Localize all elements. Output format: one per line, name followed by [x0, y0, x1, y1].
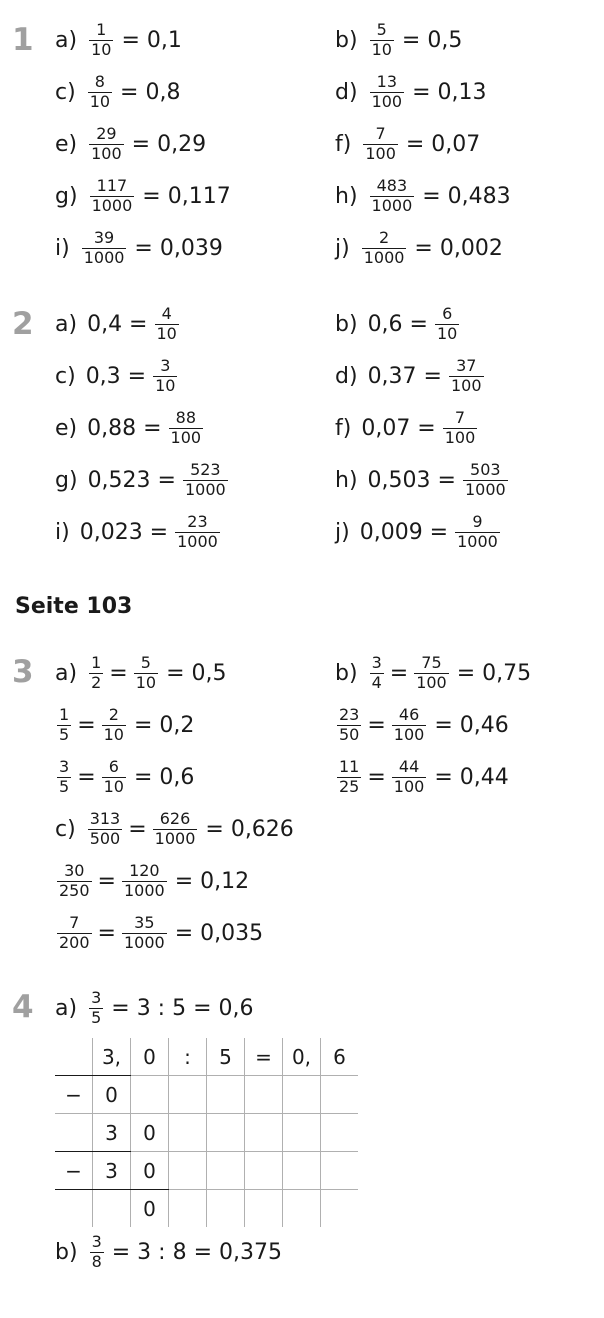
result: = 0,035 [174, 920, 264, 946]
ex2-item [335, 450, 510, 510]
numerator: 483 [376, 175, 408, 195]
denominator: 10 [91, 39, 112, 59]
numerator: 37 [456, 355, 477, 375]
fraction [89, 123, 124, 163]
denominator: 2 [91, 672, 102, 692]
ex3-a-row [55, 747, 194, 807]
item-label: i) [55, 235, 70, 261]
ex1-item [335, 62, 487, 122]
grid-cell [245, 1114, 283, 1152]
item-label: a) [55, 660, 78, 686]
grid-cell [321, 1190, 359, 1228]
denominator: 1000 [177, 531, 218, 551]
grid-cell [169, 1114, 207, 1152]
numerator: 75 [421, 652, 442, 672]
result: = 3 : 5 = 0,6 [111, 995, 254, 1021]
denominator: 1000 [123, 932, 165, 952]
ex1-item [55, 62, 180, 122]
result: = 0,6 [133, 764, 195, 790]
grid-cell: 3 [93, 1152, 131, 1190]
numerator: 117 [96, 175, 128, 195]
item-label: d) [335, 363, 358, 389]
fraction [362, 227, 407, 267]
decimal: 0,6 = [367, 311, 428, 337]
numerator: 35 [134, 912, 155, 932]
fraction [90, 1231, 104, 1271]
grid-cell: 0 [131, 1190, 169, 1228]
item-label: b) [335, 27, 358, 53]
decimal: 0,023 = [79, 519, 169, 545]
equals-sign: = [128, 816, 147, 842]
numerator: 9 [472, 511, 483, 531]
ex1-item [55, 218, 223, 278]
denominator: 10 [155, 375, 176, 395]
denominator: 5 [59, 776, 70, 796]
equals-sign: = [109, 660, 128, 686]
fraction [122, 912, 167, 952]
fraction [57, 704, 71, 744]
grid-cell [321, 1114, 359, 1152]
item-label: b) [335, 660, 358, 686]
numerator: 503 [470, 459, 501, 479]
ex4-b [55, 1222, 282, 1282]
numerator: 3 [160, 355, 171, 375]
result: = 0,46 [434, 712, 509, 738]
denominator: 100 [170, 427, 202, 447]
numerator: 8 [94, 71, 105, 91]
item-label: b) [55, 1239, 78, 1265]
grid-cell [207, 1190, 245, 1228]
ex3-c-row [55, 851, 249, 911]
result: = 0,039 [134, 235, 223, 261]
numerator: 23 [187, 511, 208, 531]
numerator: 2 [108, 704, 119, 724]
fraction [363, 123, 398, 163]
result: = 0,002 [414, 235, 503, 261]
item-label: i) [55, 519, 70, 545]
denominator: 200 [59, 932, 90, 952]
numerator: 4 [161, 303, 172, 323]
denominator: 10 [436, 323, 458, 343]
ex2-item [55, 294, 181, 354]
denominator: 1000 [457, 531, 498, 551]
numerator: 523 [190, 459, 221, 479]
fraction [169, 407, 204, 447]
denominator: 1000 [464, 479, 506, 499]
denominator: 1000 [184, 479, 226, 499]
result: = 0,44 [434, 764, 509, 790]
decimal: 0,07 = [361, 415, 436, 441]
item-label: a) [55, 995, 78, 1021]
denominator: 10 [371, 39, 392, 59]
result: = 0,29 [131, 131, 207, 157]
denominator: 50 [339, 724, 360, 744]
fraction [337, 704, 361, 744]
denominator: 250 [59, 880, 90, 900]
grid-cell [93, 1190, 131, 1228]
grid-cell [321, 1076, 359, 1114]
exercise-number-3: 3 [12, 654, 34, 690]
grid-cell: 3 [93, 1114, 131, 1152]
fraction [370, 19, 394, 59]
numerator: 3 [91, 987, 102, 1007]
fraction [455, 511, 500, 551]
denominator: 1000 [363, 247, 405, 267]
decimal: 0,523 = [87, 467, 176, 493]
item-label: c) [55, 79, 76, 105]
fraction [88, 808, 123, 848]
numerator: 88 [175, 407, 196, 427]
denominator: 1000 [123, 880, 165, 900]
denominator: 100 [393, 776, 425, 796]
fraction [337, 756, 361, 796]
ex1-item [55, 114, 206, 174]
result: = 0,117 [142, 183, 231, 209]
item-label: b) [335, 311, 358, 337]
ex3-c-row [55, 903, 263, 963]
result: = 0,1 [121, 27, 182, 53]
fraction [443, 407, 478, 447]
fraction [463, 459, 508, 499]
numerator: 6 [442, 303, 453, 323]
denominator: 1000 [371, 195, 413, 215]
grid-cell: 0, [283, 1038, 321, 1076]
equals-sign: = [97, 868, 116, 894]
ex3-c-row [55, 799, 294, 859]
ex1-item [335, 166, 511, 226]
numerator: 7 [454, 407, 466, 427]
grid-cell [245, 1190, 283, 1228]
exercise-number-4: 4 [12, 989, 34, 1025]
denominator: 10 [135, 672, 157, 692]
grid-cell [55, 1190, 93, 1228]
result: = 0,5 [166, 660, 227, 686]
fraction [370, 652, 384, 692]
fraction [57, 912, 92, 952]
numerator: 5 [376, 19, 387, 39]
fraction [153, 808, 198, 848]
grid-cell [169, 1190, 207, 1228]
fraction [102, 756, 126, 796]
fraction [392, 756, 427, 796]
numerator: 626 [159, 808, 191, 828]
equals-sign: = [367, 712, 386, 738]
ex2-item [335, 398, 479, 458]
numerator: 11 [339, 756, 360, 776]
numerator: 30 [64, 860, 85, 880]
page-heading: Seite 103 [15, 594, 133, 619]
ex3-b-row [335, 695, 509, 755]
item-label: f) [335, 415, 352, 441]
numerator: 5 [140, 652, 151, 672]
division-grid [55, 1038, 358, 1227]
grid-cell [283, 1190, 321, 1228]
grid-cell [283, 1114, 321, 1152]
equals-sign: = [389, 660, 409, 686]
result: = 0,2 [133, 712, 195, 738]
denominator: 5 [59, 724, 70, 744]
ex3-a-row [55, 643, 226, 703]
ex2-item [55, 346, 179, 406]
fraction [134, 652, 158, 692]
result: = 0,75 [456, 660, 532, 686]
grid-cell [131, 1076, 169, 1114]
fraction [82, 227, 127, 267]
exercise-number-1: 1 [12, 22, 34, 58]
denominator: 100 [393, 724, 425, 744]
grid-cell: = [245, 1038, 283, 1076]
fraction [449, 355, 484, 395]
fraction [89, 19, 113, 59]
denominator: 100 [450, 375, 482, 395]
result: = 0,5 [401, 27, 463, 53]
fraction [435, 303, 459, 343]
fraction [57, 756, 71, 796]
decimal: 0,503 = [367, 467, 456, 493]
fraction [89, 987, 103, 1027]
fraction [392, 704, 427, 744]
equals-sign: = [97, 920, 116, 946]
result: = 3 : 8 = 0,375 [111, 1239, 282, 1265]
item-label: j) [335, 519, 350, 545]
denominator: 100 [91, 143, 122, 163]
denominator: 10 [103, 776, 124, 796]
denominator: 10 [89, 91, 111, 111]
grid-cell [207, 1152, 245, 1190]
grid-cell: − [55, 1076, 93, 1114]
item-label: c) [55, 816, 76, 842]
numerator: 3 [91, 1231, 102, 1251]
decimal: 0,009 = [359, 519, 449, 545]
result: = 0,626 [205, 816, 294, 842]
numerator: 23 [339, 704, 360, 724]
grid-cell: 0 [93, 1076, 131, 1114]
ex1-item [335, 10, 462, 70]
grid-cell [207, 1076, 245, 1114]
grid-cell [55, 1038, 93, 1076]
grid-cell: : [169, 1038, 207, 1076]
ex3-b-row [335, 643, 531, 703]
numerator: 1 [91, 652, 102, 672]
fraction [57, 860, 92, 900]
denominator: 5 [91, 1007, 102, 1027]
item-label: c) [55, 363, 76, 389]
ex4-a [55, 978, 254, 1038]
fraction [90, 175, 135, 215]
equals-sign: = [367, 764, 386, 790]
grid-cell: 0 [131, 1152, 169, 1190]
result: = 0,12 [174, 868, 250, 894]
numerator: 7 [69, 912, 80, 932]
result: = 0,13 [412, 79, 487, 105]
result: = 0,8 [120, 79, 181, 105]
item-label: h) [335, 183, 358, 209]
numerator: 7 [375, 123, 386, 143]
denominator: 10 [103, 724, 124, 744]
grid-cell: − [55, 1152, 93, 1190]
grid-cell [283, 1076, 321, 1114]
grid-cell: 5 [207, 1038, 245, 1076]
numerator: 6 [108, 756, 119, 776]
grid-cell: 3, [93, 1038, 131, 1076]
decimal: 0,88 = [87, 415, 162, 441]
fraction [183, 459, 228, 499]
item-label: a) [55, 27, 78, 53]
denominator: 8 [91, 1251, 102, 1271]
ex2-item [335, 346, 486, 406]
equals-sign: = [77, 712, 96, 738]
numerator: 1 [59, 704, 70, 724]
ex1-item [55, 10, 182, 70]
numerator: 29 [96, 123, 117, 143]
numerator: 46 [398, 704, 420, 724]
grid-cell: 6 [321, 1038, 359, 1076]
fraction [370, 175, 415, 215]
fraction [102, 704, 126, 744]
ex1-item [335, 218, 503, 278]
ex1-item [55, 166, 231, 226]
denominator: 100 [365, 143, 396, 163]
denominator: 1000 [154, 828, 196, 848]
fraction [122, 860, 167, 900]
item-label: e) [55, 415, 78, 441]
decimal: 0,4 = [87, 311, 148, 337]
denominator: 100 [371, 91, 403, 111]
equals-sign: = [77, 764, 96, 790]
grid-cell [55, 1114, 93, 1152]
fraction [88, 71, 112, 111]
numerator: 313 [89, 808, 121, 828]
item-label: h) [335, 467, 358, 493]
item-label: d) [335, 79, 358, 105]
result: = 0,483 [422, 183, 511, 209]
result: = 0,07 [405, 131, 481, 157]
numerator: 1 [96, 19, 107, 39]
fraction [370, 71, 405, 111]
denominator: 25 [339, 776, 360, 796]
decimal: 0,3 = [85, 363, 147, 389]
grid-cell: 0 [131, 1038, 169, 1076]
grid-cell [245, 1076, 283, 1114]
grid-cell [321, 1152, 359, 1190]
ex3-a-row [55, 695, 194, 755]
ex1-item [335, 114, 480, 174]
numerator: 44 [398, 756, 420, 776]
denominator: 4 [371, 672, 382, 692]
numerator: 3 [371, 652, 382, 672]
ex2-item [55, 450, 230, 510]
denominator: 1000 [83, 247, 125, 267]
exercise-number-2: 2 [12, 306, 34, 342]
numerator: 13 [376, 71, 398, 91]
denominator: 100 [416, 672, 447, 692]
decimal: 0,37 = [367, 363, 442, 389]
numerator: 3 [59, 756, 70, 776]
fraction [89, 652, 103, 692]
numerator: 2 [378, 227, 390, 247]
denominator: 100 [444, 427, 476, 447]
denominator: 500 [89, 828, 121, 848]
fraction [175, 511, 220, 551]
ex3-b-row [335, 747, 509, 807]
grid-cell [283, 1152, 321, 1190]
item-label: j) [335, 235, 350, 261]
ex2-item [335, 294, 461, 354]
grid-cell [207, 1114, 245, 1152]
denominator: 10 [156, 323, 177, 343]
ex2-item [55, 398, 205, 458]
item-label: f) [335, 131, 352, 157]
grid-cell: 0 [131, 1114, 169, 1152]
grid-cell [245, 1152, 283, 1190]
fraction [153, 355, 177, 395]
grid-cell [169, 1076, 207, 1114]
ex2-item [335, 502, 502, 562]
numerator: 39 [93, 227, 115, 247]
item-label: a) [55, 311, 78, 337]
ex2-item [55, 502, 222, 562]
grid-cell [169, 1152, 207, 1190]
item-label: g) [55, 183, 78, 209]
item-label: e) [55, 131, 78, 157]
fraction [414, 652, 449, 692]
item-label: g) [55, 467, 78, 493]
numerator: 120 [129, 860, 160, 880]
fraction [155, 303, 179, 343]
denominator: 1000 [91, 195, 133, 215]
